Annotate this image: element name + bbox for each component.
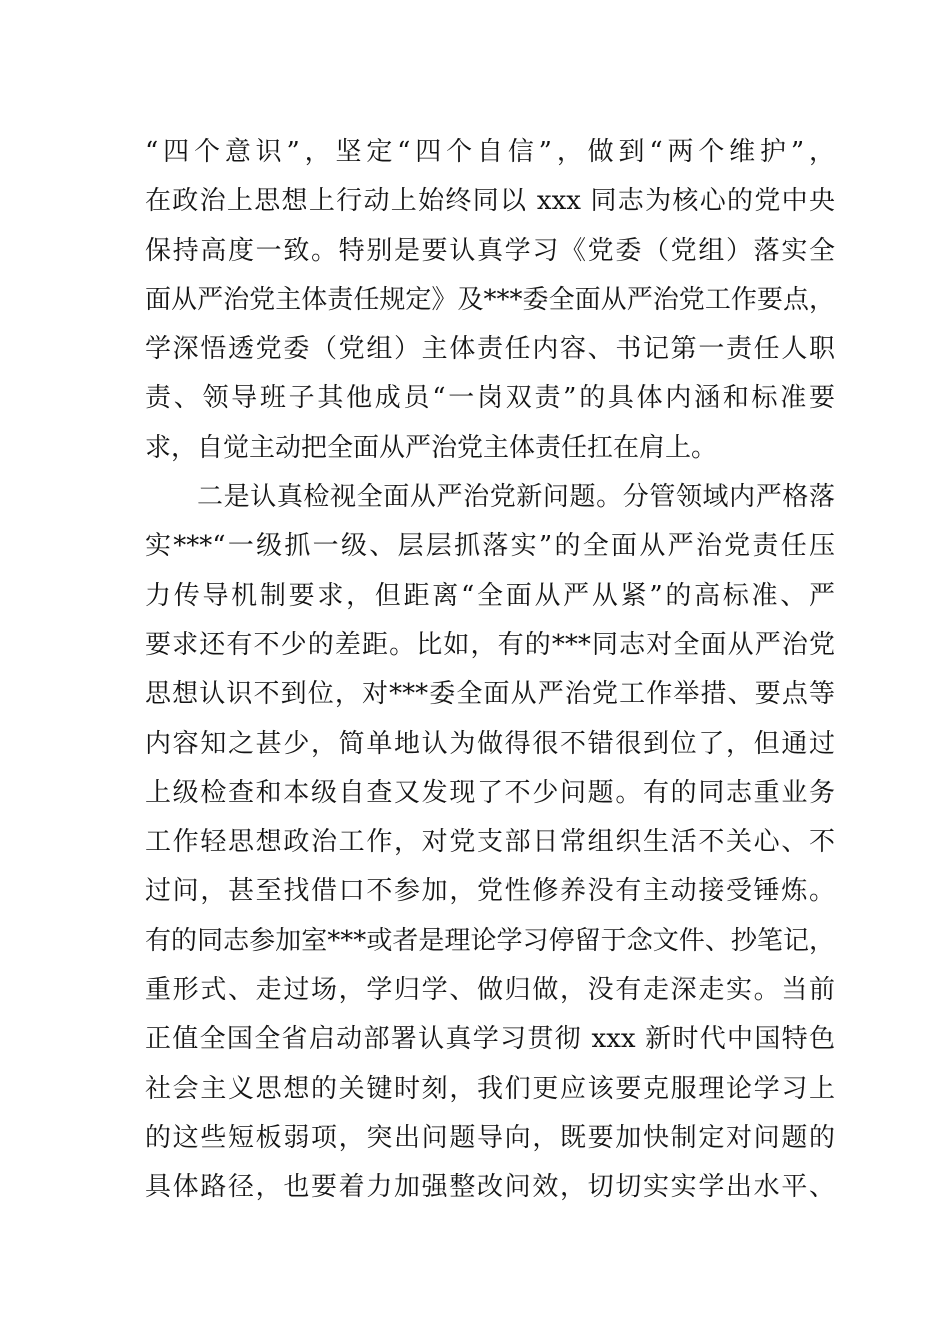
- text-line: 过问，甚至找借口不参加，党性修养没有主动接受锤炼。: [145, 876, 835, 907]
- text-line: “四个意识”，坚定“四个自信”，做到“两个维护”，: [145, 137, 835, 167]
- text-line: 有的同志参加室***或者是理论学习停留于念文件、抄笔记，: [145, 925, 835, 956]
- text-line: 具体路径，也要着力加强整改问效，切切实实学出水平、: [145, 1172, 835, 1203]
- text-line: 上级检查和本级自查又发现了不少问题。有的同志重业务: [145, 777, 835, 808]
- text-line: 工作轻思想政治工作，对党支部日常组织生活不关心、不: [145, 827, 835, 858]
- paragraph-start-line: 二是认真检视全面从严治党新问题。分管领域内严格落: [197, 482, 835, 513]
- text-line: 要求还有不少的差距。比如，有的***同志对全面从严治党: [145, 629, 835, 660]
- text-line: 的这些短板弱项，突出问题导向，既要加快制定对问题的: [145, 1122, 835, 1153]
- text-line: 保持高度一致。特别是要认真学习《党委（党组）落实全: [145, 235, 835, 266]
- text-line: 社会主义思想的关键时刻，我们更应该要克服理论学习上: [145, 1073, 835, 1104]
- text-line: 学深悟透党委（党组）主体责任内容、书记第一责任人职: [145, 334, 835, 365]
- text-line: 正值全国全省启动部署认真学习贯彻 xxx 新时代中国特色: [145, 1024, 835, 1055]
- text-line: 在政治上思想上行动上始终同以 xxx 同志为核心的党中央: [145, 186, 835, 217]
- text-line: 面从严治党主体责任规定》及***委全面从严治党工作要点，: [145, 284, 835, 315]
- text-line: 力传导机制要求，但距离“全面从严从紧”的高标准、严: [145, 580, 835, 611]
- body-text: [145, 128, 835, 1213]
- text-line: 思想认识不到位，对***委全面从严治党工作举措、要点等: [145, 679, 835, 710]
- text-line: 实***“一级抓一级、层层抓落实”的全面从严治党责任压: [145, 531, 835, 562]
- paragraph-end-line: 求，自觉主动把全面从严治党主体责任扛在肩上。: [145, 432, 718, 463]
- text-line: 责、领导班子其他成员“一岗双责”的具体内涵和标准要: [145, 383, 835, 414]
- text-line: 内容知之甚少，简单地认为做得很不错很到位了，但通过: [145, 728, 835, 759]
- text-line: 重形式、走过场，学归学、做归做，没有走深走实。当前: [145, 975, 835, 1006]
